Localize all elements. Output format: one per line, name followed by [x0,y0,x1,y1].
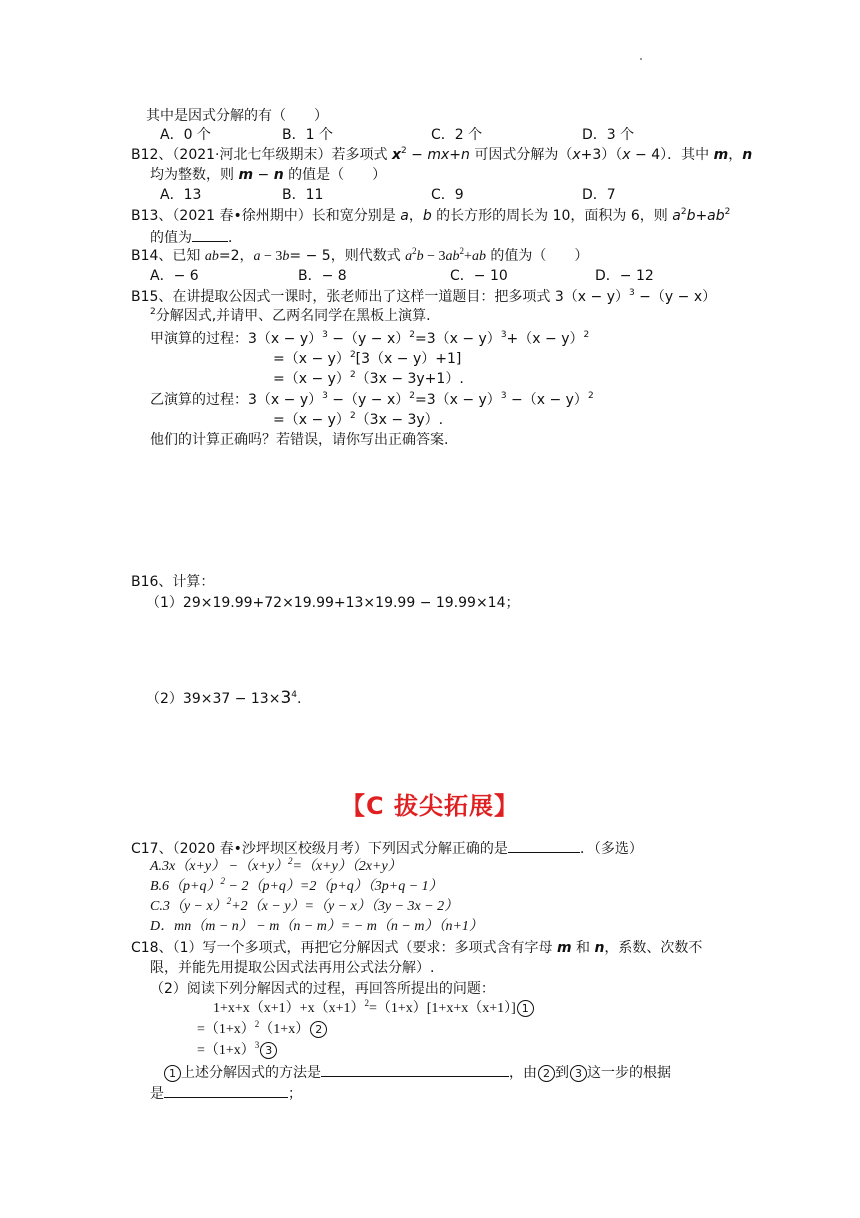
question-intro: 其中是因式分解的有（ ） [146,108,328,124]
factor-step-2: $=(1+x)^2(1+x)$ 2 [197,1021,327,1039]
option-b: B．− 8 [298,268,347,284]
option-c: C．9 [431,187,464,203]
yi-step-2: $=(x - y)^2(3x - 3y)$. [273,411,444,428]
question-b16-part2: $(2)39\times 37 - 13\times 3^4$. [146,688,302,708]
question-c17: C17、（2020 春•沙坪坝区校级月考）下列因式分解正确的是 ．（多选） [131,838,643,858]
question-c18-ask2: 是 ； [150,1083,302,1103]
option-d: D．7 [582,187,616,203]
option-c: C．2 个 [431,127,483,143]
circled-number: 3 [570,1065,587,1082]
question-b12-line2: 均为整数，则 m − n 的值是（ ） [150,167,387,183]
choice-d: D．mn（m − n） − m（n − m）= − m（n − m）（n+1） [150,919,483,934]
question-b13-line2: 的值为 ． [150,227,242,247]
page-mark [640,58,642,60]
circled-number: 2 [538,1065,555,1082]
question-b13: B13、（2021 春•徐州期中）长和宽分别是 a，b 的长方形的周长为 10，面积为 6，则 $a^2b+ab^2$ [131,207,731,224]
choice-c: $C.3(y - x)^2+2(x - y)=(y - x)(3y - 3x - 2)$ [150,896,459,914]
jia-step-1: 甲演算的过程：$3(x - y)^3 -(y - x)^2=3(x - y)^3+(x - y)^2$ [150,330,590,347]
option-d: D．3 个 [582,127,635,143]
question-label: B12、 [131,147,173,163]
answer-blank[interactable] [508,838,580,853]
question-b15-line2: $^2$分解因式,并请甲、乙两名同学在黑板上演算. [150,307,431,324]
question-label: B14、 [131,248,173,264]
answer-blank[interactable] [321,1062,509,1077]
question-b14: B14、已知 ab=2，a − 3b= − 5，则代数式 $a^2b - 3ab^2+ab$ 的值为（ ） [131,246,589,264]
question-b12: B12、（2021·河北七年级期末）若多项式 $x^2 - mx+n$ 可因式分解为（x+3）（x − 4）．其中 m，n [131,146,753,163]
factor-step-1: $1+x+x(x+1)+x(x+1)^2=(1+x)[1+x+x(x+1)]$ 1 [213,1000,534,1018]
question-label: C18、 [131,940,173,956]
question-b15-ask: 他们的计算正确吗？若错误，请你写出正确答案. [150,432,449,448]
circled-number: 2 [310,1021,327,1038]
yi-step-1: 乙演算的过程：$3(x - y)^3 -(y - x)^2=3(x - y)^3 -(x - y)^2$ [150,391,594,408]
circled-number: 3 [260,1042,277,1059]
option-b: B．1 个 [282,127,333,143]
choice-a: $A.3x(x+y) -(x+y)^2=(x+y)(2x+y)$ [150,856,402,874]
factor-step-3: $=(1+x)^3$ 3 [197,1042,277,1060]
option-a: A．13 [160,187,202,203]
option-c: C．− 10 [450,268,508,284]
question-c18-ask1: 1 上述分解因式的方法是 ，由 2 到 3 这一步的根据 [163,1062,671,1082]
option-b: B．11 [282,187,324,203]
question-label: B13、 [131,208,173,224]
question-label: C17、 [131,841,173,857]
choice-b: $B.6(p+q)^2 - 2(p+q)=2(p+q)(3p+q - 1)$ [150,876,443,894]
section-heading: 【C 拔尖拓展】 [341,792,519,820]
circled-number: 1 [517,1000,534,1017]
question-c18: C18、（1）写一个多项式，再把它分解因式（要求：多项式含有字母 m 和 n，系数、次数不 [131,940,703,956]
circled-number: 1 [164,1065,181,1082]
question-label: B15、 [131,289,173,305]
question-c18-part2: （2）阅读下列分解因式的过程，再回答所提出的问题： [150,981,495,997]
question-b15: B15、在讲提取公因式一课时，张老师出了这样一道题目：把多项式 $3(x - y)^3 -(y - x)$ [131,288,717,305]
question-label: B16、 [131,574,173,590]
option-d: D．− 12 [595,268,654,284]
jia-step-3: $=(x - y)^2(3x - 3y+1)$. [273,370,464,387]
answer-blank[interactable] [164,1083,288,1098]
answer-blank[interactable] [192,227,228,242]
jia-step-2: $=(x - y)^2[3(x - y)+1]$ [273,350,462,367]
question-b16-part1: （1）29×19.99+72×19.99+13×19.99 − 19.99×14； [146,595,520,611]
question-b16: B16、计算： [131,574,215,590]
question-c18-line2: 限，并能先用提取公因式法再用公式法分解）. [150,960,435,976]
option-a: A．− 6 [150,268,199,284]
option-a: A．0 个 [160,127,211,143]
